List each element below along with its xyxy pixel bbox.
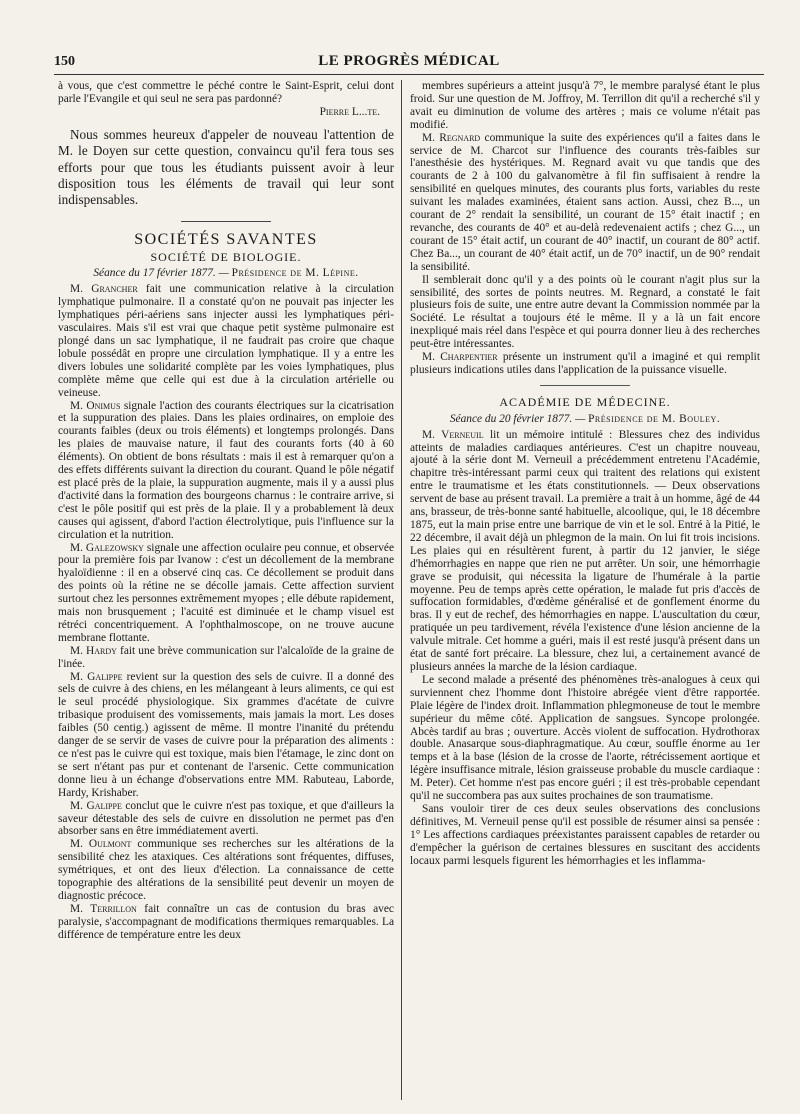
speaker-name: M. Galippe <box>70 670 123 683</box>
paragraph <box>410 674 760 803</box>
paragraph-text: signale une affection oculaire peu connue, et observée pour la première fois par Ivanow : c'est un décollement de la membrane hyaloïdienne : il en a observé cinq cas. Ce décollement se produit dans des points où la rétine ne se décolle jamais. Cette affection survient surtout chez les personnes extrêmement myopes ; elle débute rapidement, mais non brusquement ; l'acuité est diminuée et le champ visuel est rétréci concentriquement. A l'ophthalmoscope, on ne trouve aucune membrane flottante. <box>58 541 394 644</box>
academy-seance-date: Séance du 20 février 1877. — <box>449 412 586 425</box>
paragraph-text: lit un mémoire intitulé : Blessures chez des individus atteints de maladies cardiaques antérieures. C'est un chapitre nouveau, ajouté à la série dont M. Verneuil a précédemment entretenu l'Académie, chapitre très-intéressant parmi ceux qui traitent des relations qui existent entre le traumatisme et les états constitutionnels. — Deux observations servent de base au présent travail. La première a trait à un homme, âgé de 44 ans, brasseur, de très-bonne santé habituelle, alcoolique, qui, le 18 décembre 1875, eut la main prise entre une barrique de vin et le sol. Entré à la Pitié, le 22 décembre, il avait déjà un phlegmon de la main. On lui fit trois incisions. Les plaies qui en résultèrent furent, à partir du 12 janvier, le siége d'hémorrhagies en nappe que rien ne put arrêter. Un soir, une hémorrhagie grave se produisit, qui nécessita la ligature de l'humérale à la partie moyenne. Peu de temps après cette opération, le malade fut pris d'accès de suffocation formidables, d'œdème généralisé et de gonflement énorme du bras. Il y eut de rechef, des hémorrhagies en nappe. L'auscultation du cœur, pratiquée un peu tardivement, révéla l'existence d'une lésion ancienne de la valvule mitrale. Cet homme a guéri, mais il est resté jusqu'à présent dans un état de santé fort précaire. La blessure, chez lui, a certainement avancé de plusieurs années la marche de la lésion cardiaque. <box>410 428 760 673</box>
academy-paragraphs <box>410 429 760 868</box>
speaker-name: M. Grancher <box>70 283 138 296</box>
paragraph <box>58 903 394 942</box>
paragraph <box>58 283 394 399</box>
paragraph <box>58 671 394 800</box>
seance-line <box>58 267 394 280</box>
seance-presidency: Présidence de M. Lépine. <box>231 267 359 280</box>
paragraph <box>410 274 760 351</box>
paragraph-text: conclut que le cuivre n'est pas toxique, et que d'ailleurs la saveur détestable des sels de cuivre en dissolution ne permet pas d'en absorber sans en être immédiatement averti. <box>58 799 394 838</box>
journal-title: LE PROGRÈS MÉDICAL <box>318 53 500 69</box>
signature: Pierre L...te. <box>319 105 380 118</box>
right-column <box>410 80 760 1100</box>
paragraph <box>58 542 394 645</box>
biology-society-paragraphs-continued <box>410 80 760 377</box>
paragraph <box>58 645 394 671</box>
paragraph <box>410 803 760 868</box>
column-divider <box>401 80 402 1100</box>
speaker-name: M. Hardy <box>70 644 117 657</box>
paragraph-text: Le second malade a présenté des phénomènes très-analogues à ceux qui surviennent chez l'homme dont l'histoire abrégée vient d'être rapportée. Plaie légère de l'index droit. Inflammation phlegmoneuse de tout le membre supérieur du même côté. Application de sangsues. Syncope prolongée. Abcès tardif au bras ; ouverture. Accès violent de suffocation. Hydrothorax double. Anasarque sous-diaphragmatique. Au cœur, souffle énorme au 1er temps et à la base (lésion de la crosse de l'aorte, rétrécissement aortique et légère insuffisance mitrale, lésion graisseuse probable du muscle cardiaque : M. Peter). Cet homme n'est pas encore guéri ; il est très-probable cependant qu'il ne succombera pas aux suites prochaines de son traumatisme. <box>410 673 760 803</box>
paragraph <box>58 800 394 839</box>
paragraph-text: communique la suite des expériences qu'il a faites dans le service de M. Charcot sur l'influence des courants très-faibles sur l'anesthésie des hystériques. M. Regnard avait vu que tandis que des courants de 2 à 100 du galvanomètre à fil fin suffisaient à rendre la sensibilité en quelques minutes, des courants plus forts, variables du reste suivant les malades examinées, étaient sans action. Aussi, chez B..., un courant de 2° rendait la sensibilité, un courant de 15° était inactif ; en revanche, des courants de 40° et au-delà redevenaient actifs ; chez G..., un courant de 15° était actif, un courant de 40° inactif, un courant de 80° actif. Chez Ba..., un courant de 40° était actif, un de 70° inactif, un de 90° rendait la sensibilité. <box>410 131 760 273</box>
left-column <box>58 80 394 1100</box>
section-divider <box>540 385 630 386</box>
editorial-notice: Nous sommes heureux d'appeler de nouveau l'attention de M. le Doyen sur cette question, convaincu qu'il fera tous ses efforts pour que tous les étudiants puissent avoir à leur disposition tous les éléments de travail qui leur sont indispensables. <box>58 126 394 208</box>
paragraph <box>410 132 760 274</box>
page-number: 150 <box>54 54 75 69</box>
academy-seance-presidency: Présidence de M. Bouley. <box>588 412 721 425</box>
paragraph <box>58 400 394 542</box>
paragraph <box>410 80 760 132</box>
paragraph-text: membres supérieurs a atteint jusqu'à 7°, le membre paralysé étant le plus froid. Sur une question de M. Joffroy, M. Terrillon dit qu'il a recherché s'il y avait eu diminution de volume des artères ; mais ce volume n'était pas modifié. <box>410 80 760 131</box>
paragraph <box>58 838 394 903</box>
paragraph <box>410 429 760 674</box>
paragraph-text: fait une communication relative à la circulation lymphatique pulmonaire. Il a constaté qu'on ne pouvait pas injecter les lymphatiques péri-aériens sans injecter aussi les lymphatiques péri-vasculaires. Mais s'il est vrai que chaque petit système pulmonaire est plongé dans un sac lymphatique, il ne faudrait pas croire que chaque lobule possédât en propre une circulation lymphatique. Il y a entre les divers lobules une solidarité complète par les voies lymphatiques, plus complète même que celle qui est due à la circulation artérielle ou veineuse. <box>58 283 394 399</box>
seance-date: Séance du 17 février 1877. — <box>93 267 229 280</box>
paragraph-text: fait connaître un cas de contusion du bras avec paralysie, s'accompagnant de modifications thermiques remarquables. La différence de température entre les deux <box>58 902 394 941</box>
paragraph-text: revient sur la question des sels de cuivre. Il a donné des sels de cuivre à des chiens, en les mélangeant à leurs aliments, ce qui est le seul procédé physiologique. Six grammes d'acétate de cuivre tribasique produisent des vomissements, mais jamais la mort. Les doses faibles (50 centig.) agissent de même. Il montre l'inanité du prétendu danger de se servir de vases de cuivre pour la préparation des aliments : ce n'est pas le cuivre qui est toxique, mais bien l'étamage, le zinc dont on se sert n'étant pas pur et contenant de l'arsenic. Cette communication donne lieu à un échange d'observations entre MM. Rabuteau, Laborde, Hardy, Krishaber. <box>58 670 394 799</box>
society-title: SOCIÉTÉ DE BIOLOGIE. <box>150 249 302 264</box>
ornament-divider <box>58 215 394 228</box>
top-quote: à vous, que c'est commettre le péché contre le Saint-Esprit, celui dont parle l'Evangile et qui seul ne sera pas pardonné? <box>58 80 394 105</box>
speaker-name: M. Terrillon <box>70 902 137 915</box>
section-title: SOCIÉTÉS SAVANTES <box>134 230 318 248</box>
biology-society-paragraphs <box>58 283 394 941</box>
speaker-name: M. Galezowsky <box>70 541 144 554</box>
paragraph <box>410 351 760 377</box>
paragraph-text: communique ses recherches sur les altérations de la sensibilité chez les ataxiques. Ces altérations sont fréquentes, diffuses, symétriques, et ont des lieux d'élection. La connaissance de cette topographie des altérations de la sensibilité peut devenir un moyen de diagnostic précoce. <box>58 838 394 902</box>
paragraph-text: présente un instrument qu'il a imaginé et qui remplit plusieurs indications utiles dans l'application de la puissance visuelle. <box>410 351 760 376</box>
speaker-name: M. Oulmont <box>70 838 132 851</box>
speaker-name: M. Charpentier <box>422 351 498 364</box>
paragraph-text: Sans vouloir tirer de ces deux seules observations des conclusions définitives, M. Verneuil pense qu'il est possible de résumer ainsi sa pensée : 1° Les affections cardiaques préexistantes paraissent capables de retarder ou d'empêcher la guérison de certaines blessures en suscitant des accidents locaux parmi lesquels figurent les hémorrhagies et les inflamma- <box>410 802 760 867</box>
speaker-name: M. Onimus <box>70 399 121 412</box>
speaker-name: M. Verneuil <box>422 428 484 441</box>
academy-seance-line <box>410 413 760 426</box>
paragraph-text: signale l'action des courants électriques sur la cicatrisation et la suppuration des plaies. Dans les plaies ordinaires, on emploie des courants faibles (deux ou trois éléments) et longtemps prolongés. Dans les plaies de mauvaise nature, il faut des courants forts (40 à 60 éléments). On obtient de bons résultats : mais il est à remarquer qu'on a des effets différents suivant la direction du courant. Quand le pôle négatif est placé près de la plaie, la suppuration augmente, mais il y a aussi plus d'activité dans la formation des bourgeons charnus : le contraire arrive, si c'est le pôle positif qui est près de la plaie. Il y a probablement là deux causes qui agissent, d'abord l'action électrolytique, puis l'influence sur la circulation et la nutrition. <box>58 399 394 541</box>
paragraph-text: Il semblerait donc qu'il y a des points où le courant n'agit plus sur la sensibilité, des sortes de points neutres. M. Regnard, a constaté le fait plusieurs fois de suite, une entre autre devant la Commission nommée par la Société. Le résultat a toujours été le même. Il y a là un fait encore inexpliqué mais réel dans l'espèce et qui pourra donner lieu à des recherches peut-être intéressantes. <box>410 273 760 351</box>
page-header <box>54 52 764 75</box>
academy-title: ACADÉMIE DE MÉDECINE. <box>499 394 671 409</box>
paragraph-text: fait une brève communication sur l'alcaloïde de la graine de l'inée. <box>58 644 394 670</box>
speaker-name: M. Regnard <box>422 131 481 144</box>
speaker-name: M. Galippe <box>70 799 122 812</box>
